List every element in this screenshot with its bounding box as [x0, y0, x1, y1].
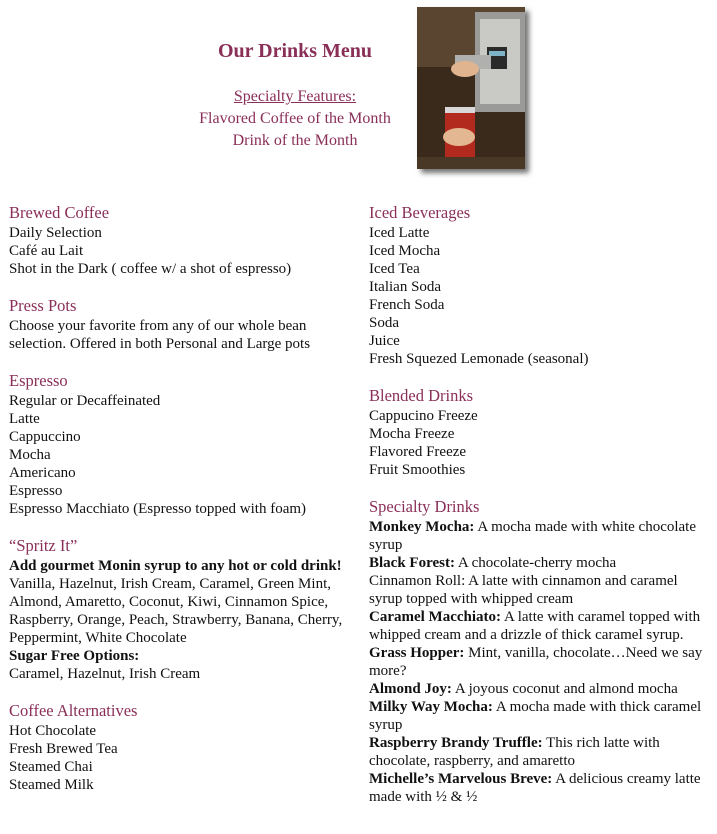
list-item: Fresh Brewed Tea [9, 741, 118, 757]
drink-name: Milky Way Mocha: [369, 699, 493, 715]
list-item: Café au Lait [9, 243, 84, 259]
drink-desc: A chocolate-cherry mocha [454, 555, 617, 571]
list-item: Fruit Smoothies [369, 462, 466, 478]
list-item: Espresso Macchiato (Espresso topped with foam) [9, 501, 307, 517]
flavor-list: Vanilla, Hazelnut, Irish Cream, Caramel, Green Mint, Almond, Amaretto, Coconut, Kiwi, Cinnamon Spice, Raspberry, Orange, Peach, Strawberry, Banana, Cherry, Peppermint, White Chocolate [9, 576, 343, 646]
section-title: Espresso [9, 371, 68, 390]
list-item: Hot Chocolate [9, 723, 97, 739]
section-description: Choose your favorite from any of our whole bean selection. Offered in both Personal and Large pots [9, 318, 311, 352]
list-item: Cappuccino [9, 429, 81, 445]
list-item: Soda [369, 315, 399, 331]
drink-name: Monkey Mocha: [369, 519, 475, 535]
drink-name: Grass Hopper: [369, 645, 465, 661]
specialty-item: Drink of the Month [232, 132, 358, 149]
spritz-intro: Add gourmet Monin syrup to any hot or cold drink! [9, 558, 342, 574]
drink-name: Black Forest: [369, 555, 455, 571]
drink-desc: Mint, vanilla, chocolate…Need we say more? [369, 645, 703, 679]
list-item: Espresso [9, 483, 63, 499]
specialty-features [170, 86, 420, 152]
list-item: Cappucino Freeze [369, 408, 478, 424]
list-item: Shot in the Dark ( coffee w/ a shot of espresso) [9, 261, 292, 277]
page-title: Our Drinks Menu [217, 40, 373, 62]
sugar-free-label: Sugar Free Options: [9, 648, 140, 664]
section-title: “Spritz It” [9, 536, 78, 555]
specialty-drink [369, 644, 709, 680]
specialty-drink [369, 680, 709, 698]
list-item: Juice [369, 333, 400, 349]
drink-desc: A latte with caramel topped with whipped cream and a drizzle of thick caramel syrup. [369, 609, 701, 643]
drink-name: Michelle’s Marvelous Breve: [369, 771, 553, 787]
specialty-drink [369, 698, 709, 734]
specialty-drink [369, 770, 709, 806]
list-item: Fresh Squezed Lemonade (seasonal) [369, 351, 589, 367]
list-item: Iced Latte [369, 225, 430, 241]
drink-desc: A mocha made with thick caramel syrup [369, 699, 702, 733]
specialty-item: Flavored Coffee of the Month [199, 110, 391, 127]
iced-beverages-section [369, 203, 709, 368]
drink-desc: A delicious creamy latte made with ½ & ½ [369, 771, 701, 805]
list-item: Mocha [9, 447, 51, 463]
list-item: Steamed Chai [9, 759, 93, 775]
drink-desc: A joyous coconut and almond mocha [451, 681, 678, 697]
specialty-drink [369, 608, 709, 644]
right-column [369, 203, 709, 824]
list-item: French Soda [369, 297, 445, 313]
specialty-drink [369, 734, 709, 770]
section-title: Iced Beverages [369, 203, 471, 222]
blended-drinks-section [369, 386, 709, 479]
drink-name: Caramel Macchiato: [369, 609, 502, 625]
section-title: Blended Drinks [369, 386, 474, 405]
specialty-drink [369, 554, 709, 572]
espresso-section [9, 371, 354, 518]
section-title: Coffee Alternatives [9, 701, 138, 720]
list-item: Regular or Decaffeinated [9, 393, 161, 409]
drink-name: Almond Joy: [369, 681, 452, 697]
specialty-drink [369, 572, 709, 608]
list-item: Daily Selection [9, 225, 102, 241]
list-item: Italian Soda [369, 279, 442, 295]
list-item: Steamed Milk [9, 777, 94, 793]
section-title: Press Pots [9, 296, 77, 315]
specialty-drinks-section [369, 497, 709, 806]
barista-photo [417, 7, 525, 169]
list-item: Flavored Freeze [369, 444, 467, 460]
list-item: Iced Mocha [369, 243, 441, 259]
section-title: Specialty Drinks [369, 497, 480, 516]
list-item: Iced Tea [369, 261, 420, 277]
coffee-alternatives-section [9, 701, 354, 794]
list-item: Americano [9, 465, 76, 481]
press-pots-section [9, 296, 354, 353]
section-title: Brewed Coffee [9, 203, 110, 222]
left-column [9, 203, 354, 812]
sugar-free-list: Caramel, Hazelnut, Irish Cream [9, 666, 201, 682]
drink-name: Raspberry Brandy Truffle: [369, 735, 543, 751]
spritz-it-section [9, 536, 354, 683]
drink-desc: A mocha made with white chocolate syrup [369, 519, 697, 553]
menu-header [170, 38, 420, 152]
specialty-heading: Specialty Features: [233, 88, 357, 105]
brewed-coffee-section [9, 203, 354, 278]
specialty-drink [369, 518, 709, 554]
drink-desc: This rich latte with chocolate, raspberry, and amaretto [369, 735, 660, 769]
list-item: Latte [9, 411, 40, 427]
drink-desc: Cinnamon Roll: A latte with cinnamon and caramel syrup topped with whipped cream [369, 573, 678, 607]
list-item: Mocha Freeze [369, 426, 455, 442]
